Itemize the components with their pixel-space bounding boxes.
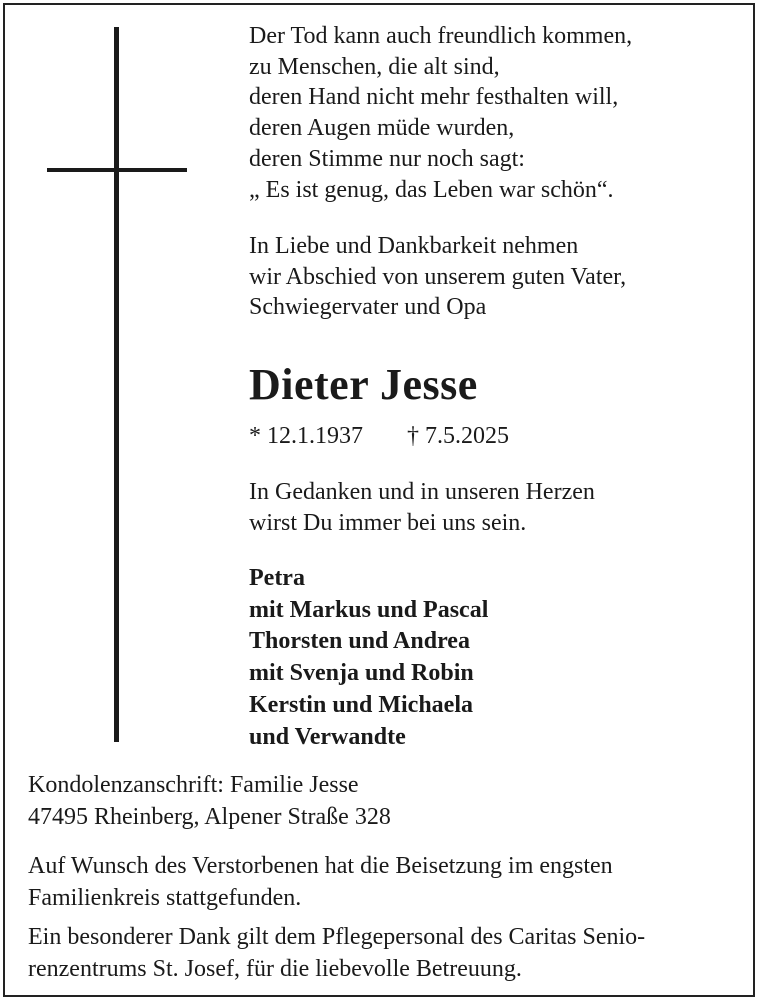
mourners-list	[249, 563, 488, 753]
poem-line: zu Menschen, die alt sind,	[249, 53, 500, 80]
poem-line: deren Augen müde wurden,	[249, 115, 515, 142]
burial-note-line: Auf Wunsch des Verstorbenen hat die Beisetzung im engsten	[28, 853, 613, 879]
farewell-intro	[249, 231, 626, 323]
remembrance-text	[249, 477, 595, 539]
remembrance-line: In Gedanken und in unseren Herzen	[249, 479, 595, 505]
remembrance-line: wirst Du immer bei uns sein.	[249, 510, 527, 536]
poem-line: Der Tod kann auch freundlich kommen,	[249, 23, 633, 49]
poem-line: deren Stimme nur noch sagt:	[249, 145, 525, 172]
mourner-entry: mit Markus und Pascal	[249, 596, 489, 623]
life-dates	[249, 421, 509, 451]
poem-line: „ Es ist genug, das Leben war schön“.	[249, 176, 614, 203]
mourner-entry: Kerstin und Michaela	[249, 691, 474, 718]
intro-line: wir Abschied von unserem guten Vater,	[249, 263, 627, 290]
mourner-entry: Thorsten und Andrea	[249, 628, 470, 655]
cross-symbol-horizontal-bar	[47, 168, 187, 172]
thanks-note-line: Ein besonderer Dank gilt dem Pflegepersonal des Caritas Senio-	[28, 924, 646, 950]
birth-date: * 12.1.1937	[249, 423, 363, 449]
burial-note-line: Familienkreis stattgefunden.	[28, 884, 302, 911]
mourner-entry: und Verwandte	[249, 723, 406, 750]
mourner-entry: mit Svenja und Robin	[249, 660, 474, 687]
condolence-address	[28, 770, 391, 833]
poem-line: deren Hand nicht mehr festhalten will,	[249, 84, 619, 111]
cross-symbol-vertical-bar	[114, 27, 119, 742]
thanks-note-line: renzentrums St. Josef, für die liebevolle Betreuung.	[28, 955, 522, 982]
deceased-name: Dieter Jesse	[249, 360, 478, 409]
mourner-entry: Petra	[249, 565, 305, 591]
death-date: † 7.5.2025	[407, 423, 509, 449]
poem-block	[249, 21, 632, 205]
intro-line: In Liebe und Dankbarkeit nehmen	[249, 233, 579, 259]
burial-note	[28, 851, 613, 914]
address-line: Kondolenzanschrift: Familie Jesse	[28, 772, 359, 798]
intro-line: Schwiegervater und Opa	[249, 294, 487, 321]
thanks-note	[28, 922, 645, 985]
address-line: 47495 Rheinberg, Alpener Straße 328	[28, 803, 391, 830]
